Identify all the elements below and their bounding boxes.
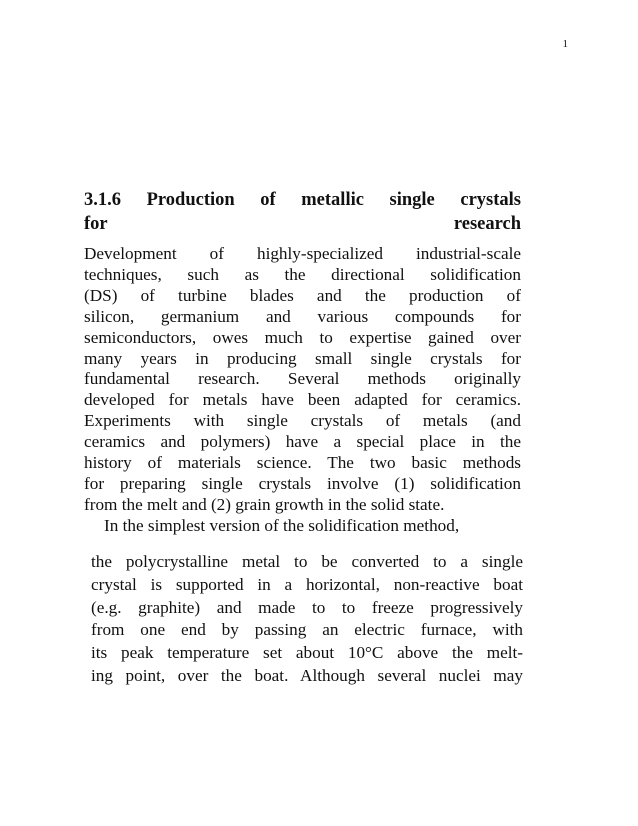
text-line: techniques, such as the directional solidification <box>84 264 521 284</box>
section-heading <box>84 188 521 236</box>
text-line: many years in producing small single crystals for <box>84 348 521 368</box>
text-line: Development of highly-specialized industrial-scale <box>84 244 521 263</box>
text-line: ing point, over the boat. Although several nuclei may <box>91 665 523 685</box>
text-line: In the simplest version of the solidification method, <box>104 515 460 535</box>
text-line: for preparing single crystals involve (1) solidification <box>84 473 521 493</box>
text-line: crystal is supported in a horizontal, non-reactive boat <box>91 574 523 594</box>
text-line: ceramics and polymers) have a special place in the <box>84 432 521 452</box>
text-line: its peak temperature set about 10°C above the melt- <box>91 643 523 663</box>
text-line: from one end by passing an electric furnace, with <box>91 620 523 640</box>
text-line: semiconductors, owes much to expertise gained over <box>84 327 521 347</box>
text-line: (e.g. graphite) and made to to freeze progressively <box>91 597 523 617</box>
body-paragraph-1 <box>84 244 521 537</box>
text-line: developed for metals have been adapted for ceramics. <box>84 390 521 410</box>
body-paragraph-2 <box>91 551 523 688</box>
heading-line: for research <box>84 214 521 234</box>
text-line: silicon, germanium and various compounds for <box>84 306 521 326</box>
text-line: Experiments with single crystals of metals (and <box>84 411 521 431</box>
text-line: fundamental research. Several methods originally <box>84 369 521 389</box>
text-line: history of materials science. The two basic methods <box>84 453 521 473</box>
text-line: (DS) of turbine blades and the production of <box>84 285 521 305</box>
text-line: the polycrystalline metal to be converted to a single <box>91 552 523 571</box>
page-number: 1 <box>562 38 568 50</box>
text-line: from the melt and (2) grain growth in the solid state. <box>84 494 445 514</box>
heading-line: 3.1.6 Production of metallic single crystals <box>84 190 521 210</box>
